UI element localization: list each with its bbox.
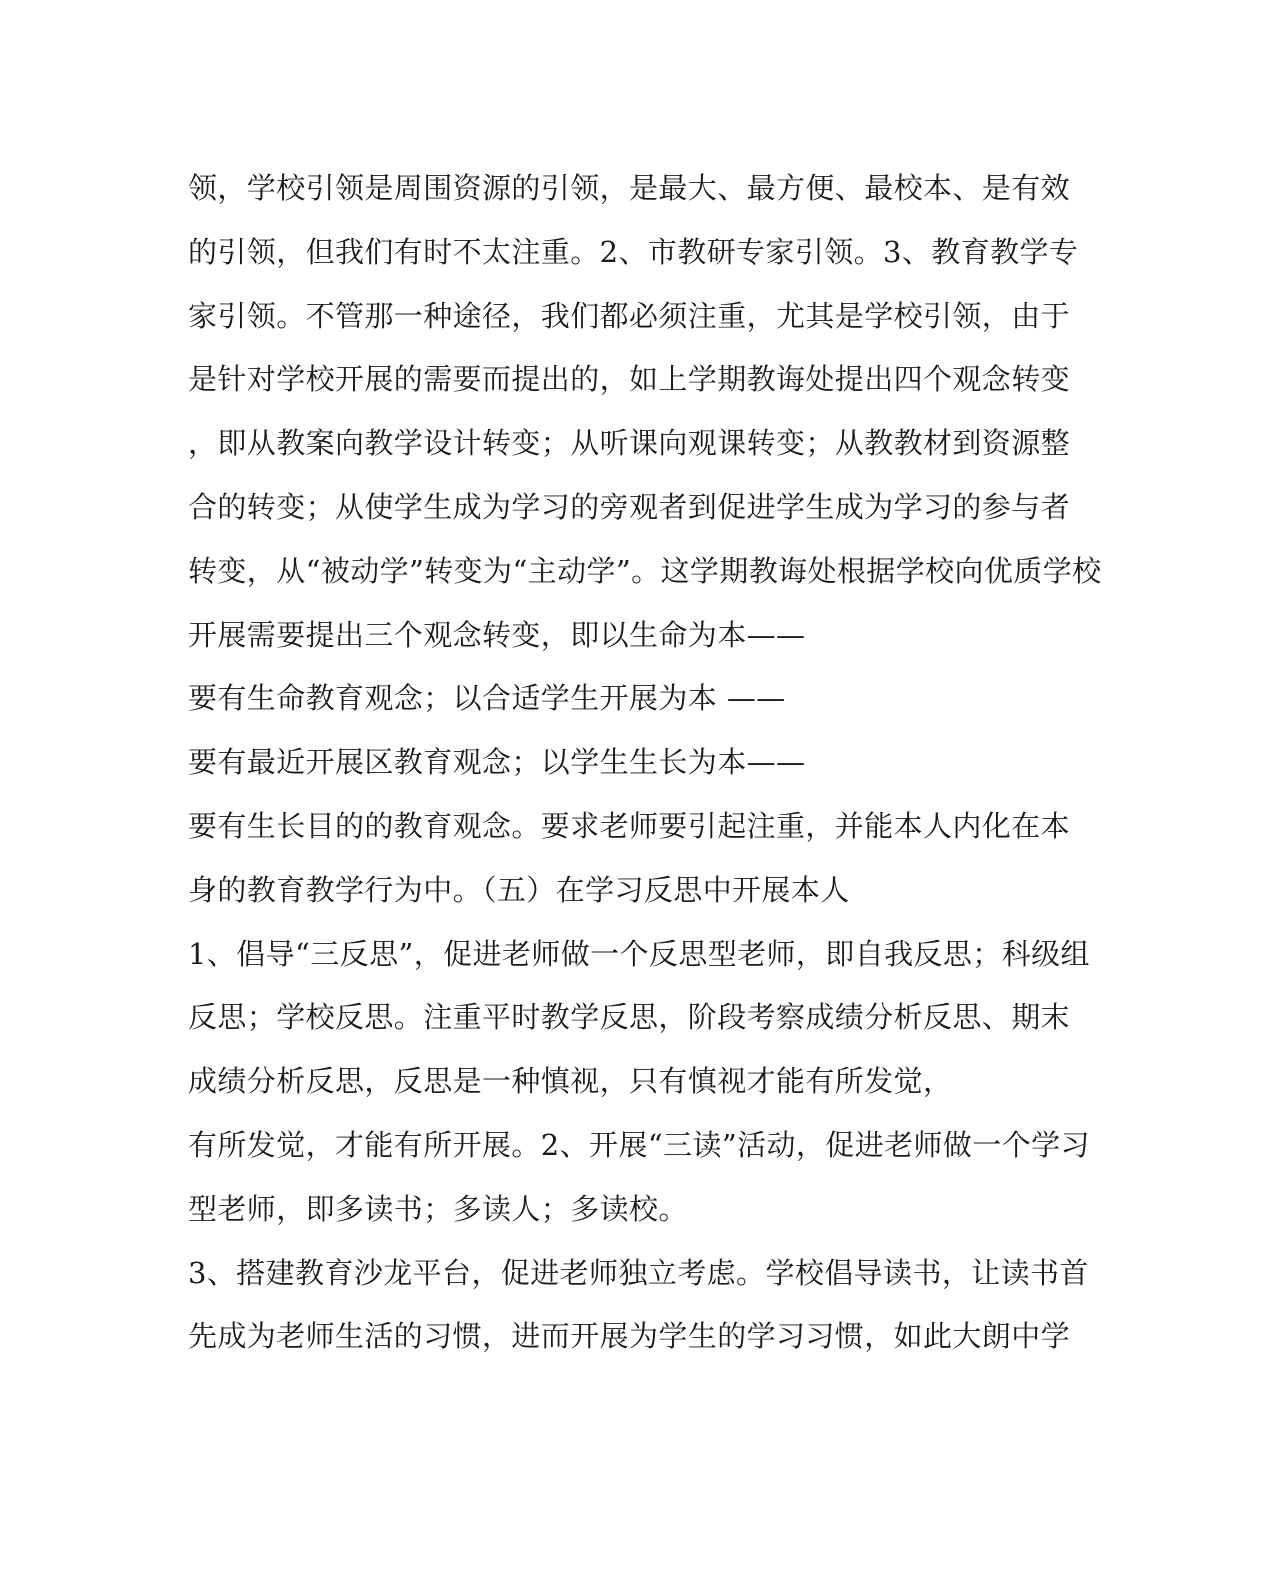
text-line: 家引领。不管那一种途径，我们都必须注重，尤其是学校引领，由于 [188,298,1071,333]
text-line: 开展需要提出三个观念转变，即以生命为本—— [188,617,806,652]
text-line: 要有最近开展区教育观念；以学生生长为本—— [188,745,806,780]
text-line: 合的转变；从使学生成为学习的旁观者到促进学生成为学习的参与者 [188,489,1071,524]
text-line: 是针对学校开展的需要而提出的，如上学期教诲处提出四个观念转变 [188,362,1071,397]
body-text [188,166,1102,1378]
text-line: 型老师，即多读书；多读人；多读校。 [188,1191,688,1226]
text-line: 有所发觉，才能有所开展。2、开展“三读”活动，促进老师做一个学习 [188,1127,1090,1162]
text-line: 1、倡导“三反思”，促进老师做一个反思型老师，即自我反思；科级组 [188,936,1090,971]
text-line: 的引领，但我们有时不太注重。2、市教研专家引领。3、教育教学专 [188,234,1079,269]
text-line: 要有生命教育观念；以合适学生开展为本 —— [188,681,786,716]
text-line: 身的教育教学行为中。（五）在学习反思中开展本人 [188,872,850,907]
text-line: 领，学校引领是周围资源的引领，是最大、最方便、最校本、是有效 [188,171,1071,205]
text-line: 3、搭建教育沙龙平台，促进老师独立考虑。学校倡导读书，让读书首 [188,1255,1089,1290]
text-line: 要有生长目的的教育观念。要求老师要引起注重，并能本人内化在本 [188,808,1071,843]
text-line: 先成为老师生活的习惯，进而开展为学生的学习习惯，如此大朗中学 [188,1319,1071,1354]
text-line: 转变，从“被动学”转变为“主动学”。这学期教诲处根据学校向优质学校 [188,553,1102,588]
text-line: ，即从教案向教学设计转变；从听课向观课转变；从教教材到资源整 [188,426,1071,461]
text-line: 反思；学校反思。注重平时教学反思，阶段考察成绩分析反思、期末 [188,1000,1071,1035]
text-line: 成绩分析反思，反思是一种慎视，只有慎视才能有所发觉， [188,1064,953,1099]
